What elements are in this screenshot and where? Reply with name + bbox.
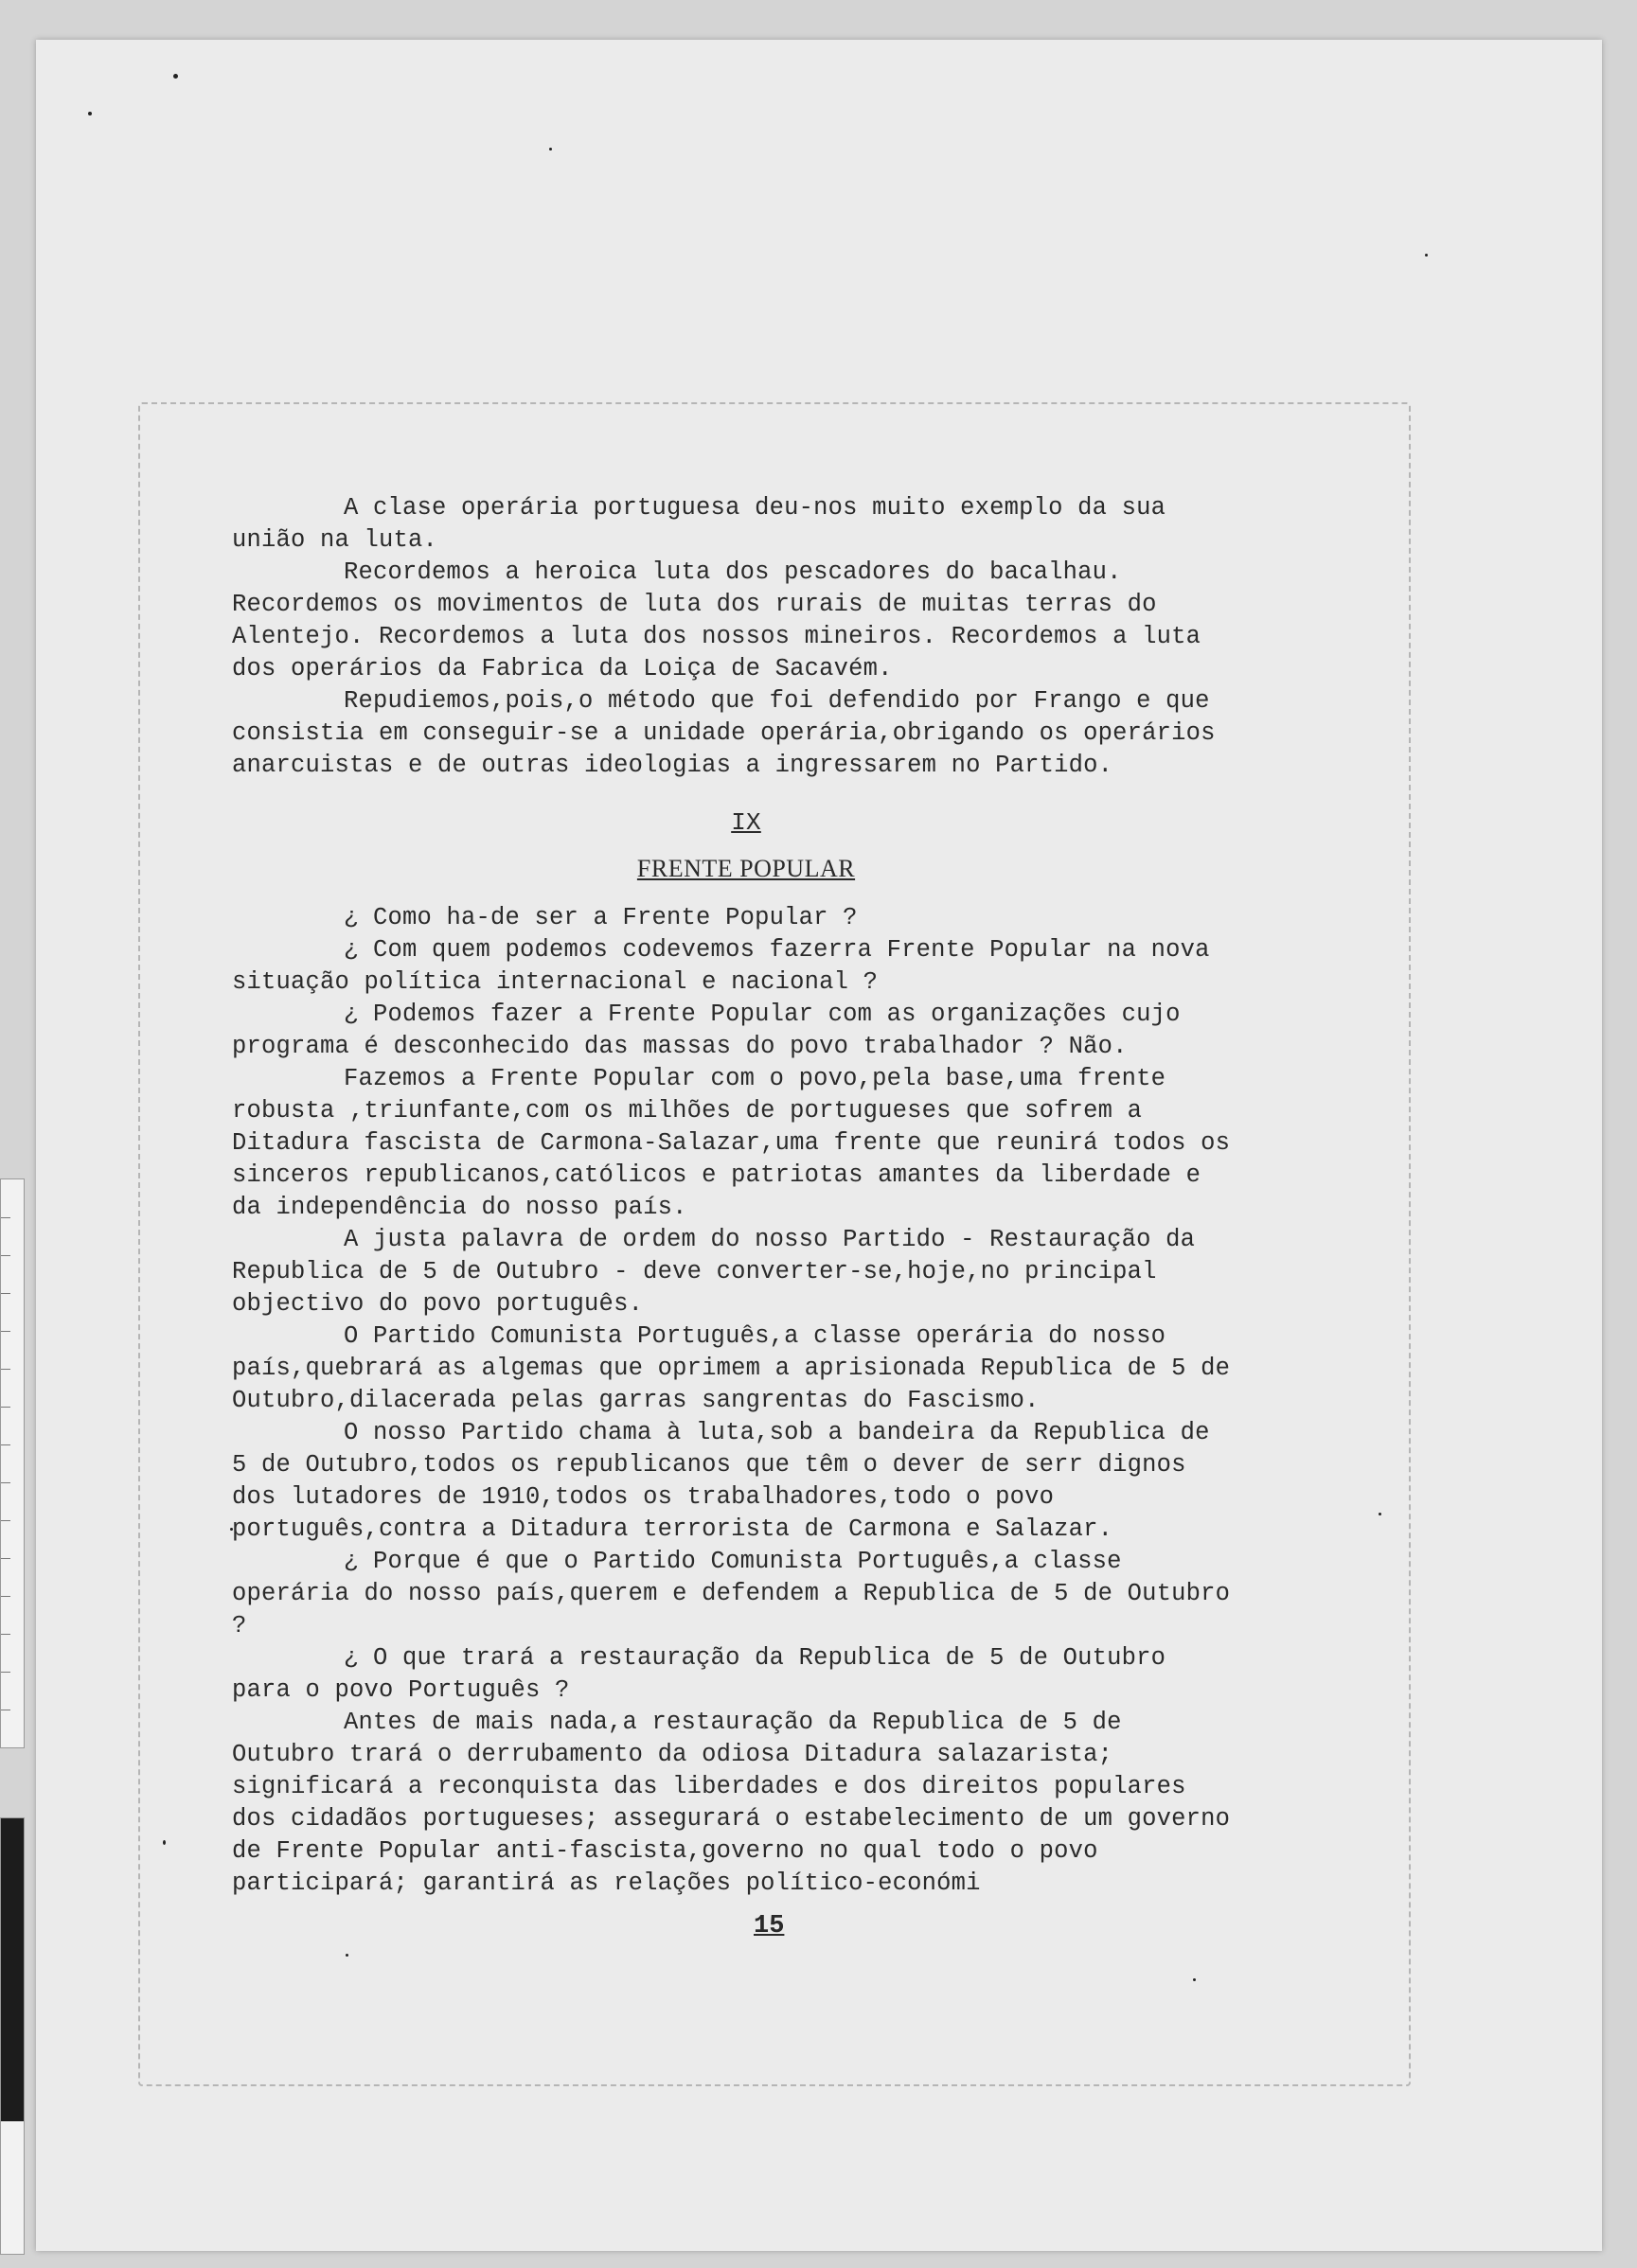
paragraph: O nosso Partido chama à luta,sob a bandeira da Republica de 5 de Outubro,todos os republicanos que têm o dever de serr dignos dos lutadores de 1910,todos os trabalhadores,todo o povo português,contra a Ditadura terrorista de Carmona e Salazar. xyxy=(232,1419,1210,1543)
paragraph: ¿ Com quem podemos codevemos fazerra Frente Popular na nova situação política internacional e nacional ? xyxy=(232,936,1210,996)
paragraph: A justa palavra de ordem do nosso Partido - Restauração da Republica de 5 de Outubro - deve converter-se,hoje,no principal objectivo do povo português. xyxy=(232,1226,1196,1318)
speck-mark xyxy=(88,112,92,115)
paragraph: ¿ Podemos fazer a Frente Popular com as organizações cujo programa é desconhecido das massas do povo trabalhador ? Não. xyxy=(232,1001,1181,1060)
document-body xyxy=(232,492,1236,1900)
paragraph: ¿ Como ha-de ser a Frente Popular ? xyxy=(344,904,858,931)
paragraph: ¿ O que trará a restauração da Republica de 5 de Outubro para o povo Português ? xyxy=(232,1644,1166,1704)
section-title: FRENTE POPULAR xyxy=(636,855,856,882)
paragraph: Repudiemos,pois,o método que foi defendido por Frango e que consistia em conseguir-se a unidade operária,obrigando os operários anarcuistas e de outras ideologias a ingressarem no Partido. xyxy=(232,687,1216,779)
paragraph: Fazemos a Frente Popular com o povo,pela base,uma frente robusta ,triunfante,com os milhões de portugueses que sofrem a Ditadura fascista de Carmona-Salazar,uma frente que reunirá todos os sinceros republicanos,católicos e patriotas amantes da liberdade e da independência do nosso país. xyxy=(232,1065,1231,1221)
section-number: IX xyxy=(731,808,761,837)
paragraph: Recordemos a heroica luta dos pescadores do bacalhau. Recordemos os movimentos de luta dos rurais de muitas terras do Alentejo. Recordemos a luta dos nossos mineiros. Recordemos a luta dos operários da Fabrica da Loiça de Sacavém. xyxy=(232,558,1201,682)
section-heading xyxy=(232,806,1236,885)
page-number: 15 xyxy=(754,1912,785,1940)
scan-ruler-light xyxy=(0,1178,25,1748)
speck-mark xyxy=(549,148,552,151)
scan-ruler-dark xyxy=(0,1817,25,2255)
speck-mark xyxy=(173,74,178,79)
section-title-wrap xyxy=(232,853,1236,885)
paragraph: Antes de mais nada,a restauração da Republica de 5 de Outubro trará o derrubamento da odiosa Ditadura salazarista; significará a reconquista das liberdades e dos direitos populares dos cidadãos portugueses; assegurará o estabelecimento de um governo de Frente Popular anti-fascista,governo no qual todo o povo participará; garantirá as relações político-económi xyxy=(232,1709,1231,1897)
speck-mark xyxy=(1425,254,1428,257)
paragraph: O Partido Comunista Português,a classe operária do nosso país,quebrará as algemas que oprimem a aprisionada Republica de 5 de Outubro,dilacerada pelas garras sangrentas do Fascismo. xyxy=(232,1322,1231,1414)
paragraph: ¿ Porque é que o Partido Comunista Português,a classe operária do nosso país,querem e defendem a Republica de 5 de Outubro ? xyxy=(232,1548,1231,1639)
paragraph: A clase operária portuguesa deu-nos muito exemplo da sua união na luta. xyxy=(232,494,1166,554)
